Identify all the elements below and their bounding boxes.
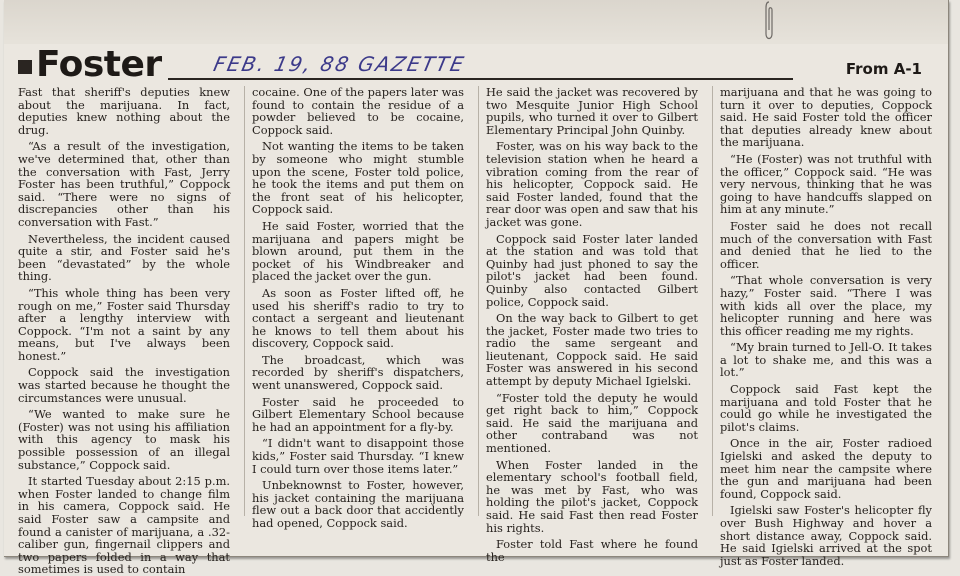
- paragraph: marijuana and that he was going to turn it over to deputies, Coppock said. He said Foster told the officer that deputies already knew about the marijuana.: [720, 85, 932, 150]
- handwritten-date-note: FEB. 19, 88 GAZETTE: [211, 52, 468, 76]
- paragraph: As soon as Foster lifted off, he used his sheriff's radio to try to contact a sergeant and lieutenant he knows to tell them about his discovery, Coppock said.: [252, 285, 464, 351]
- paragraph: “We wanted to make sure he (Foster) was not using his affiliation with this agency to mask his possible possession of an illegal substance,” Coppock said.: [18, 407, 230, 472]
- column-divider: [478, 86, 479, 516]
- column-4: [720, 85, 932, 568]
- paragraph: Not wanting the items to be taken by someone who might stumble upon the scene, Foster told police, he took the items and put them on the front seat of his helicopter, Coppock said.: [252, 139, 464, 217]
- paragraph: “I didn't want to disappoint those kids,” Foster said Thursday. “I knew I could turn over those items later.”: [252, 436, 464, 476]
- paragraph: Foster said he does not recall much of the conversation with Fast and denied that he lied to the officer.: [720, 218, 932, 271]
- paragraph: Foster told Fast where he found the: [486, 537, 698, 564]
- jump-label: From A-1: [845, 60, 922, 78]
- column-divider: [244, 86, 245, 516]
- paragraph: Fast that sheriff's deputies knew about the marijuana. In fact, deputies knew nothing about the drug.: [18, 85, 230, 137]
- paragraph: “Foster told the deputy he would get right back to him,” Coppock said. He said the marijuana and other contraband was not mentioned.: [486, 390, 698, 456]
- paragraph: “My brain turned to Jell-O. It takes a lot to shake me, and this was a lot.”: [720, 340, 932, 380]
- newspaper-clipping: [4, 0, 949, 576]
- paragraph: Nevertheless, the incident caused quite a stir, and Foster said he's been “devastated” by the whole thing.: [18, 231, 230, 284]
- paragraph: Coppock said Foster later landed at the station and was told that Quinby had just phoned to say the pilot's jacket had been found. Quinby also contacted Gilbert police, Coppock said.: [486, 231, 698, 309]
- paragraph: Foster said he proceeded to Gilbert Elementary School because he had an appointment for a fly-by.: [252, 394, 464, 434]
- column-1: [18, 85, 230, 576]
- column-2: [252, 85, 464, 530]
- paragraph: Coppock said the investigation was started because he thought the circumstances were unusual.: [18, 365, 230, 405]
- article-columns: [18, 85, 932, 576]
- paragraph: On the way back to Gilbert to get the jacket, Foster made two tries to radio the same sergeant and lieutenant, Coppock said. He said Foster was answered in his second attempt by deputy Michael Igielski.: [486, 311, 698, 389]
- column-3: [486, 85, 698, 564]
- headline-rule: [168, 78, 793, 80]
- paragraph: He said the jacket was recovered by two Mesquite Junior High School pupils, who turned it over to Gilbert Elementary Principal John Quinby.: [486, 85, 698, 137]
- paragraph: cocaine. One of the papers later was found to contain the residue of a powder believed to be cocaine, Coppock said.: [252, 85, 464, 137]
- column-divider: [712, 86, 713, 516]
- bleed-through-area: [4, 0, 948, 44]
- paragraph: “That whole conversation is very hazy,” Foster said. “There I was with kids all over the place, my helicopter running and here was this officer reading me my rights.: [720, 273, 932, 338]
- paragraph: Coppock said Fast kept the marijuana and told Foster that he could go while he investigated the pilot's claims.: [720, 382, 932, 434]
- paperclip-icon: [764, 0, 774, 44]
- paragraph: “This whole thing has been very rough on me,” Foster said Thursday after a lengthy interview with Coppock. “I'm not a saint by any means, but I've always been honest.”: [18, 285, 230, 363]
- paragraph: When Foster landed in the elementary school's football field, he was met by Fast, who was holding the pilot's jacket, Coppock said. He said Fast then read Foster his rights.: [486, 457, 698, 535]
- paragraph: Unbeknownst to Foster, however, his jacket containing the marijuana flew out a back door that accidently had opened, Coppock said.: [252, 478, 464, 530]
- paragraph: He said Foster, worried that the marijuana and papers might be blown around, put them in the pocket of his Windbreaker and placed the jacket over the gun.: [252, 218, 464, 284]
- paragraph: “As a result of the investigation, we've determined that, other than the conversation with Fast, Jerry Foster has been truthful,” Coppock said. “There were no signs of discrepancies other than his conversation with Fast.”: [18, 139, 230, 229]
- article-title: Foster: [36, 44, 162, 85]
- paragraph: Foster, was on his way back to the television station when he heard a vibration coming from the rear of his helicopter, Coppock said. He said Foster landed, found that the rear door was open and saw that his jacket was gone.: [486, 139, 698, 229]
- paragraph: “He (Foster) was not truthful with the officer,” Coppock said. “He was very nervous, thinking that he was going to have handcuffs slapped on him at any minute.”: [720, 151, 932, 217]
- paragraph: The broadcast, which was recorded by sheriff's dispatchers, went unanswered, Coppock said.: [252, 352, 464, 393]
- paragraph: It started Tuesday about 2:15 p.m. when Foster landed to change film in his camera, Coppock said. He said Foster saw a campsite and found a canister of marijuana, a .32-caliber gun, fingernail clippers and two papers folded in a way that sometimes is used to contain: [18, 474, 230, 576]
- paragraph: Igielski saw Foster's helicopter fly over Bush Highway and hover a short distance away, Coppock said. He said Igielski arrived at the spot just as Foster landed.: [720, 503, 932, 568]
- paragraph: Once in the air, Foster radioed Igielski and asked the deputy to meet him near the campsite where the gun and marijuana had been found, Coppock said.: [720, 436, 932, 501]
- headline-bar: [18, 44, 928, 86]
- square-bullet-icon: [18, 60, 32, 74]
